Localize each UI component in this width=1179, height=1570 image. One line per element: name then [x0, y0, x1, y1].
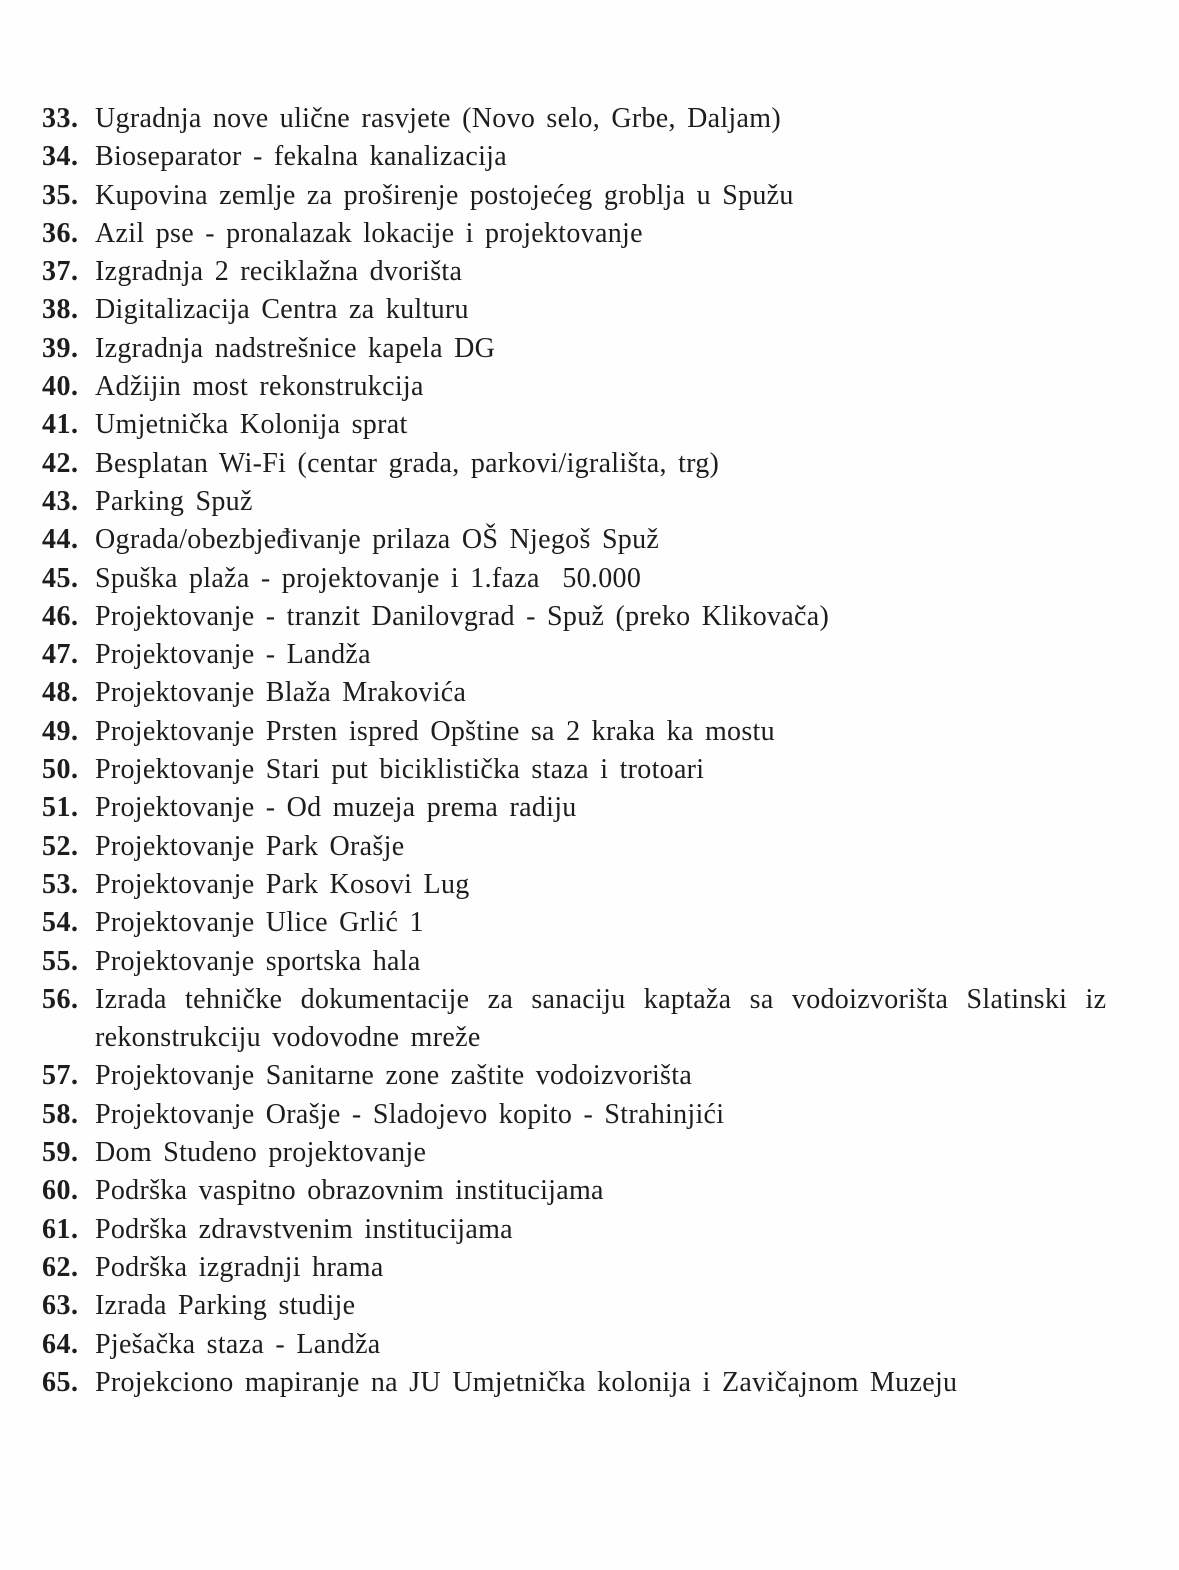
item-number: 57.: [42, 1060, 79, 1092]
list-item: [0, 1249, 1179, 1287]
item-text: Projektovanje Blaža Mrakovića: [95, 677, 467, 709]
item-text: Ograda/obezbjeđivanje prilaza OŠ Njegoš Spuž: [95, 524, 660, 556]
item-text: Projektovanje Prsten ispred Opštine sa 2 kraka ka mostu: [95, 715, 775, 747]
item-number: 36.: [42, 217, 79, 249]
item-text: Projektovanje - tranzit Danilovgrad - Spuž (preko Klikovača): [95, 600, 830, 632]
item-text: Izrada Parking studije: [95, 1290, 356, 1322]
list-item: [0, 1287, 1179, 1325]
item-number: 41.: [42, 409, 79, 441]
list-item: [0, 1364, 1179, 1402]
item-number: 38.: [42, 294, 79, 326]
item-number: 59.: [42, 1137, 79, 1169]
list-item: [0, 560, 1179, 598]
item-text: Projektovanje Ulice Grlić 1: [95, 907, 424, 939]
item-number: 64.: [42, 1328, 79, 1360]
item-number: 52.: [42, 830, 79, 862]
list-item: [0, 521, 1179, 559]
list-item: [0, 138, 1179, 176]
item-number: 48.: [42, 677, 79, 709]
list-item: [0, 445, 1179, 483]
item-text: [95, 981, 1179, 1058]
item-number: 63.: [42, 1290, 79, 1322]
item-number: 55.: [42, 945, 79, 977]
item-number: 53.: [42, 868, 79, 900]
item-text: Projektovanje Orašje - Sladojevo kopito - Strahinjići: [95, 1098, 725, 1130]
item-number: 58.: [42, 1098, 79, 1130]
item-text: Parking Spuž: [95, 485, 253, 517]
item-text: Projekciono mapiranje na JU Umjetnička kolonija i Zavičajnom Muzeju: [95, 1366, 958, 1398]
item-number: 39.: [42, 332, 79, 364]
list-item: [0, 751, 1179, 789]
item-text: Izgradnja 2 reciklažna dvorišta: [95, 256, 463, 288]
list-item: [0, 981, 1179, 1058]
list-item: [0, 291, 1179, 329]
list-item: [0, 943, 1179, 981]
item-number: 60.: [42, 1175, 79, 1207]
item-text: Dom Studeno projektovanje: [95, 1137, 427, 1169]
list-item: [0, 636, 1179, 674]
list-item: [0, 406, 1179, 444]
item-number: 45.: [42, 562, 79, 594]
list-item: [0, 1172, 1179, 1210]
list-item: [0, 330, 1179, 368]
item-text-line-clipped: Izrada tehničke dokumentacije za sanaciju kaptaža sa vodoizvorišta Slatinski iz: [95, 983, 1107, 1015]
item-text: Besplatan Wi-Fi (centar grada, parkovi/igrališta, trg): [95, 447, 720, 479]
item-text: Digitalizacija Centra za kulturu: [95, 294, 469, 326]
list-item: [0, 1211, 1179, 1249]
list-item: [0, 1096, 1179, 1134]
item-text: Umjetnička Kolonija sprat: [95, 409, 408, 441]
item-number: 51.: [42, 792, 79, 824]
item-number: 56.: [42, 983, 79, 1015]
list-item: [0, 866, 1179, 904]
item-number: 34.: [42, 141, 79, 173]
item-text: Adžijin most rekonstrukcija: [95, 371, 424, 403]
item-text: Podrška zdravstvenim institucijama: [95, 1213, 513, 1245]
item-text: Izgradnja nadstrešnice kapela DG: [95, 332, 496, 364]
item-text: Podrška vaspitno obrazovnim institucijama: [95, 1175, 604, 1207]
item-text: Ugradnja nove ulične rasvjete (Novo selo, Grbe, Daljam): [95, 103, 781, 134]
item-text: Projektovanje - Od muzeja prema radiju: [95, 792, 577, 824]
list-item: [0, 904, 1179, 942]
list-item: [0, 713, 1179, 751]
item-text: Pješačka staza - Landža: [95, 1328, 381, 1360]
list-item: [0, 483, 1179, 521]
item-text: Bioseparator - fekalna kanalizacija: [95, 141, 507, 173]
item-number: 44.: [42, 524, 79, 556]
item-text: Spuška plaža - projektovanje i 1.faza 50.000: [95, 562, 642, 594]
list-item: [0, 1134, 1179, 1172]
list-item: [0, 1057, 1179, 1095]
item-number: 35.: [42, 179, 79, 211]
list-item: [0, 828, 1179, 866]
item-number: 54.: [42, 907, 79, 939]
list-item: [0, 215, 1179, 253]
item-text: Projektovanje Park Kosovi Lug: [95, 868, 470, 900]
item-text: Projektovanje Stari put biciklistička staza i trotoari: [95, 754, 705, 786]
item-text: Projektovanje Sanitarne zone zaštite vodoizvorišta: [95, 1060, 693, 1092]
list-item: [0, 789, 1179, 827]
item-number: 40.: [42, 371, 79, 403]
item-number: 37.: [42, 256, 79, 288]
item-text: Projektovanje - Landža: [95, 639, 371, 671]
item-number: 62.: [42, 1251, 79, 1283]
numbered-project-list: [0, 100, 1179, 1402]
list-item: [0, 1326, 1179, 1364]
list-item: [0, 368, 1179, 406]
item-number: 46.: [42, 600, 79, 632]
item-text: Podrška izgradnji hrama: [95, 1251, 384, 1283]
item-text: Kupovina zemlje za proširenje postojećeg groblja u Spužu: [95, 179, 794, 211]
list-item: [0, 598, 1179, 636]
item-number: 47.: [42, 639, 79, 671]
item-number: 43.: [42, 485, 79, 517]
item-text-line: rekonstrukciju vodovodne mreže: [95, 1022, 481, 1054]
item-number: 33.: [42, 103, 79, 134]
list-item: [0, 177, 1179, 215]
item-text: Projektovanje Park Orašje: [95, 830, 405, 862]
list-item: [0, 674, 1179, 712]
item-number: 49.: [42, 715, 79, 747]
item-number: 42.: [42, 447, 79, 479]
item-number: 61.: [42, 1213, 79, 1245]
item-text: Azil pse - pronalazak lokacije i projektovanje: [95, 217, 643, 249]
list-item: [0, 100, 1179, 138]
list-item: [0, 253, 1179, 291]
item-number: 65.: [42, 1366, 79, 1398]
item-number: 50.: [42, 754, 79, 786]
item-text: Projektovanje sportska hala: [95, 945, 421, 977]
